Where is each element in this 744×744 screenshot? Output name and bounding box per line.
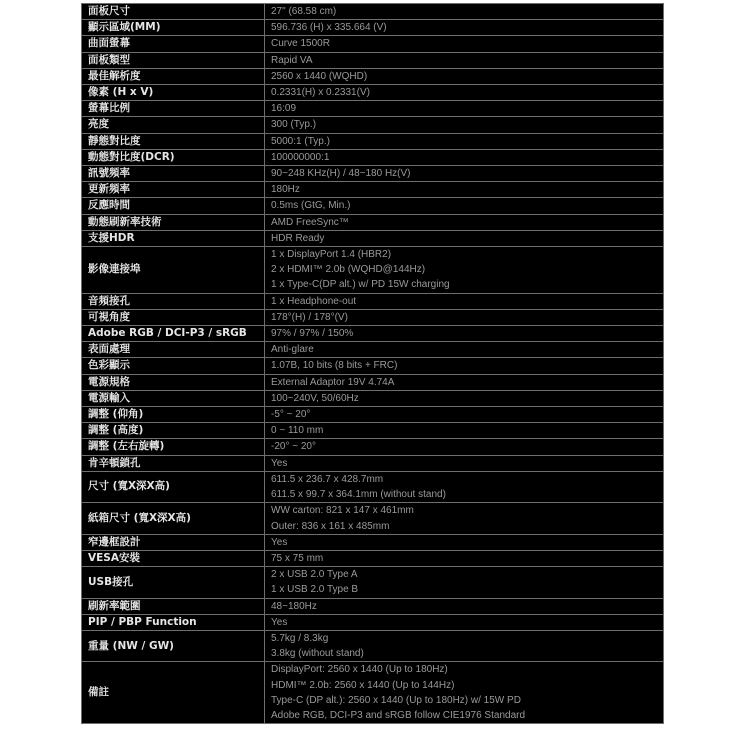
spec-value-line: External Adaptor 19V 4.74A xyxy=(271,376,395,388)
spec-row xyxy=(82,309,664,325)
spec-value-line: AMD FreeSync™ xyxy=(271,216,349,228)
spec-value-line: HDR Ready xyxy=(271,232,325,244)
spec-row xyxy=(82,247,664,294)
spec-row xyxy=(82,614,664,630)
spec-row xyxy=(82,117,664,133)
spec-value xyxy=(265,247,664,294)
spec-value xyxy=(265,614,664,630)
spec-label: 螢幕比例 xyxy=(82,101,265,117)
spec-value-line: 611.5 x 99.7 x 364.1mm (without stand) xyxy=(271,489,446,501)
spec-value xyxy=(265,293,664,309)
spec-row xyxy=(82,20,664,36)
spec-value xyxy=(265,503,664,534)
spec-value-line: 3.8kg (without stand) xyxy=(271,648,364,660)
spec-value-line: Outer: 836 x 161 x 485mm xyxy=(271,520,390,532)
spec-value xyxy=(265,36,664,52)
spec-row xyxy=(82,390,664,406)
spec-value-line: -20° ~ 20° xyxy=(271,441,316,453)
spec-row xyxy=(82,662,664,724)
spec-label: 最佳解析度 xyxy=(82,68,265,84)
spec-row xyxy=(82,455,664,471)
spec-value-line: -5° ~ 20° xyxy=(271,409,311,421)
spec-value xyxy=(265,230,664,246)
spec-value-line: 27" (68.58 cm) xyxy=(271,6,337,17)
spec-row xyxy=(82,342,664,358)
spec-value xyxy=(265,374,664,390)
spec-value-line: 5000:1 (Typ.) xyxy=(271,135,330,147)
spec-row xyxy=(82,358,664,374)
spec-value-line: 1 x DisplayPort 1.4 (HBR2) xyxy=(271,249,392,261)
spec-row xyxy=(82,550,664,566)
spec-value-line: 100~240V, 50/60Hz xyxy=(271,392,359,404)
spec-value-line: Anti-glare xyxy=(271,344,314,356)
spec-value-line: 48~180Hz xyxy=(271,600,317,612)
spec-value xyxy=(265,471,664,502)
spec-label: 色彩顯示 xyxy=(82,358,265,374)
spec-value xyxy=(265,309,664,325)
spec-value-line: DisplayPort: 2560 x 1440 (Up to 180Hz) xyxy=(271,664,448,676)
spec-value-line: HDMI™ 2.0b: 2560 x 1440 (Up to 144Hz) xyxy=(271,679,455,691)
spec-label: 影像連接埠 xyxy=(82,247,265,294)
spec-label: 像素 (H x V) xyxy=(82,85,265,101)
spec-row xyxy=(82,326,664,342)
spec-row xyxy=(82,149,664,165)
spec-value xyxy=(265,198,664,214)
spec-row xyxy=(82,214,664,230)
spec-row xyxy=(82,101,664,117)
spec-value-line: Yes xyxy=(271,457,288,469)
spec-value-line: 2 x USB 2.0 Type A xyxy=(271,569,358,581)
spec-row xyxy=(82,52,664,68)
spec-value-line: 0.5ms (GtG, Min.) xyxy=(271,200,351,212)
spec-table xyxy=(81,3,664,724)
spec-label: 重量 (NW / GW) xyxy=(82,630,265,661)
spec-label: 支援HDR xyxy=(82,230,265,246)
spec-label: 調整 (高度) xyxy=(82,423,265,439)
spec-label: 反應時間 xyxy=(82,198,265,214)
spec-row xyxy=(82,4,664,20)
spec-value xyxy=(265,567,664,598)
spec-value-line: Rapid VA xyxy=(271,54,313,66)
spec-row xyxy=(82,36,664,52)
spec-label: 可視角度 xyxy=(82,309,265,325)
spec-value xyxy=(265,439,664,455)
spec-label: 動態對比度(DCR) xyxy=(82,149,265,165)
spec-value-line: 2 x HDMI™ 2.0b (WQHD@144Hz) xyxy=(271,264,426,276)
spec-value xyxy=(265,534,664,550)
spec-value-line: 0 ~ 110 mm xyxy=(271,425,324,437)
spec-value xyxy=(265,166,664,182)
spec-row xyxy=(82,293,664,309)
spec-label: 面板尺寸 xyxy=(82,4,265,20)
spec-value xyxy=(265,182,664,198)
spec-value-line: 1 x USB 2.0 Type B xyxy=(271,584,359,596)
spec-value-line: Yes xyxy=(271,536,288,548)
spec-value xyxy=(265,598,664,614)
spec-label: 動態刷新率技術 xyxy=(82,214,265,230)
spec-row xyxy=(82,630,664,661)
spec-label: 表面處理 xyxy=(82,342,265,358)
spec-value xyxy=(265,662,664,724)
spec-value-line: 1 x Type-C(DP alt.) w/ PD 15W charging xyxy=(271,279,450,291)
spec-label: 調整 (仰角) xyxy=(82,407,265,423)
spec-label: 調整 (左右旋轉) xyxy=(82,439,265,455)
spec-row xyxy=(82,68,664,84)
spec-value-line: 16:09 xyxy=(271,103,297,115)
spec-value xyxy=(265,455,664,471)
spec-value-line: 0.2331(H) x 0.2331(V) xyxy=(271,87,370,99)
spec-value-line: 1.07B, 10 bits (8 bits + FRC) xyxy=(271,360,398,372)
spec-label: 窄邊框設計 xyxy=(82,534,265,550)
spec-value-line: 611.5 x 236.7 x 428.7mm xyxy=(271,473,384,485)
spec-value xyxy=(265,117,664,133)
spec-value-line: Curve 1500R xyxy=(271,38,330,50)
spec-label: 亮度 xyxy=(82,117,265,133)
spec-table-body xyxy=(82,4,664,724)
spec-value xyxy=(265,326,664,342)
spec-label: 尺寸 (寬X深X高) xyxy=(82,471,265,502)
spec-value xyxy=(265,390,664,406)
spec-value xyxy=(265,133,664,149)
spec-row xyxy=(82,182,664,198)
spec-label: 肯辛頓鎖孔 xyxy=(82,455,265,471)
spec-value-line: 2560 x 1440 (WQHD) xyxy=(271,70,368,82)
spec-value xyxy=(265,85,664,101)
spec-value xyxy=(265,214,664,230)
spec-label: 更新頻率 xyxy=(82,182,265,198)
spec-label: 訊號頻率 xyxy=(82,166,265,182)
spec-label: 紙箱尺寸 (寬X深X高) xyxy=(82,503,265,534)
spec-label: PIP / PBP Function xyxy=(82,614,265,630)
spec-value-line: Yes xyxy=(271,616,288,628)
spec-label: 電源規格 xyxy=(82,374,265,390)
spec-value xyxy=(265,52,664,68)
spec-value-line: Type-C (DP alt.): 2560 x 1440 (Up to 180Hz) w/ 15W PD xyxy=(271,694,521,706)
spec-label: USB接孔 xyxy=(82,567,265,598)
spec-label: 靜態對比度 xyxy=(82,133,265,149)
spec-label: 曲面螢幕 xyxy=(82,36,265,52)
spec-row xyxy=(82,133,664,149)
spec-label: Adobe RGB / DCI-P3 / sRGB xyxy=(82,326,265,342)
spec-value-line: 178°(H) / 178°(V) xyxy=(271,311,348,323)
spec-value-line: 1 x Headphone-out xyxy=(271,295,357,307)
spec-row xyxy=(82,503,664,534)
spec-value-line: 75 x 75 mm xyxy=(271,552,324,564)
spec-row xyxy=(82,198,664,214)
spec-value xyxy=(265,20,664,36)
spec-value xyxy=(265,68,664,84)
spec-row xyxy=(82,407,664,423)
spec-value xyxy=(265,342,664,358)
spec-row xyxy=(82,230,664,246)
spec-value-line: Adobe RGB, DCI-P3 and sRGB follow CIE1976 Standard xyxy=(271,709,526,721)
spec-value-line: 100000000:1 xyxy=(271,151,330,163)
spec-row xyxy=(82,567,664,598)
spec-label: 面板類型 xyxy=(82,52,265,68)
spec-row xyxy=(82,598,664,614)
spec-value-line: 90~248 KHz(H) / 48~180 Hz(V) xyxy=(271,168,411,180)
spec-row xyxy=(82,534,664,550)
spec-value xyxy=(265,630,664,661)
spec-row xyxy=(82,439,664,455)
spec-value-line: 596.736 (H) x 335.664 (V) xyxy=(271,22,387,34)
spec-value xyxy=(265,4,664,20)
spec-row xyxy=(82,423,664,439)
spec-value xyxy=(265,358,664,374)
spec-label: 顯示區域(MM) xyxy=(82,20,265,36)
spec-value xyxy=(265,149,664,165)
spec-value xyxy=(265,550,664,566)
spec-value xyxy=(265,423,664,439)
spec-value-line: 97% / 97% / 150% xyxy=(271,328,354,340)
spec-value-line: 180Hz xyxy=(271,184,300,196)
spec-label: 備註 xyxy=(82,662,265,724)
spec-label: 音頻接孔 xyxy=(82,293,265,309)
spec-row xyxy=(82,471,664,502)
spec-row xyxy=(82,374,664,390)
spec-label: 刷新率範圍 xyxy=(82,598,265,614)
spec-value xyxy=(265,101,664,117)
spec-row xyxy=(82,85,664,101)
spec-row xyxy=(82,166,664,182)
spec-value-line: WW carton: 821 x 147 x 461mm xyxy=(271,505,414,517)
spec-value-line: 5.7kg / 8.3kg xyxy=(271,632,329,644)
spec-label: VESA安裝 xyxy=(82,550,265,566)
spec-value xyxy=(265,407,664,423)
spec-label: 電源輸入 xyxy=(82,390,265,406)
spec-value-line: 300 (Typ.) xyxy=(271,119,317,131)
